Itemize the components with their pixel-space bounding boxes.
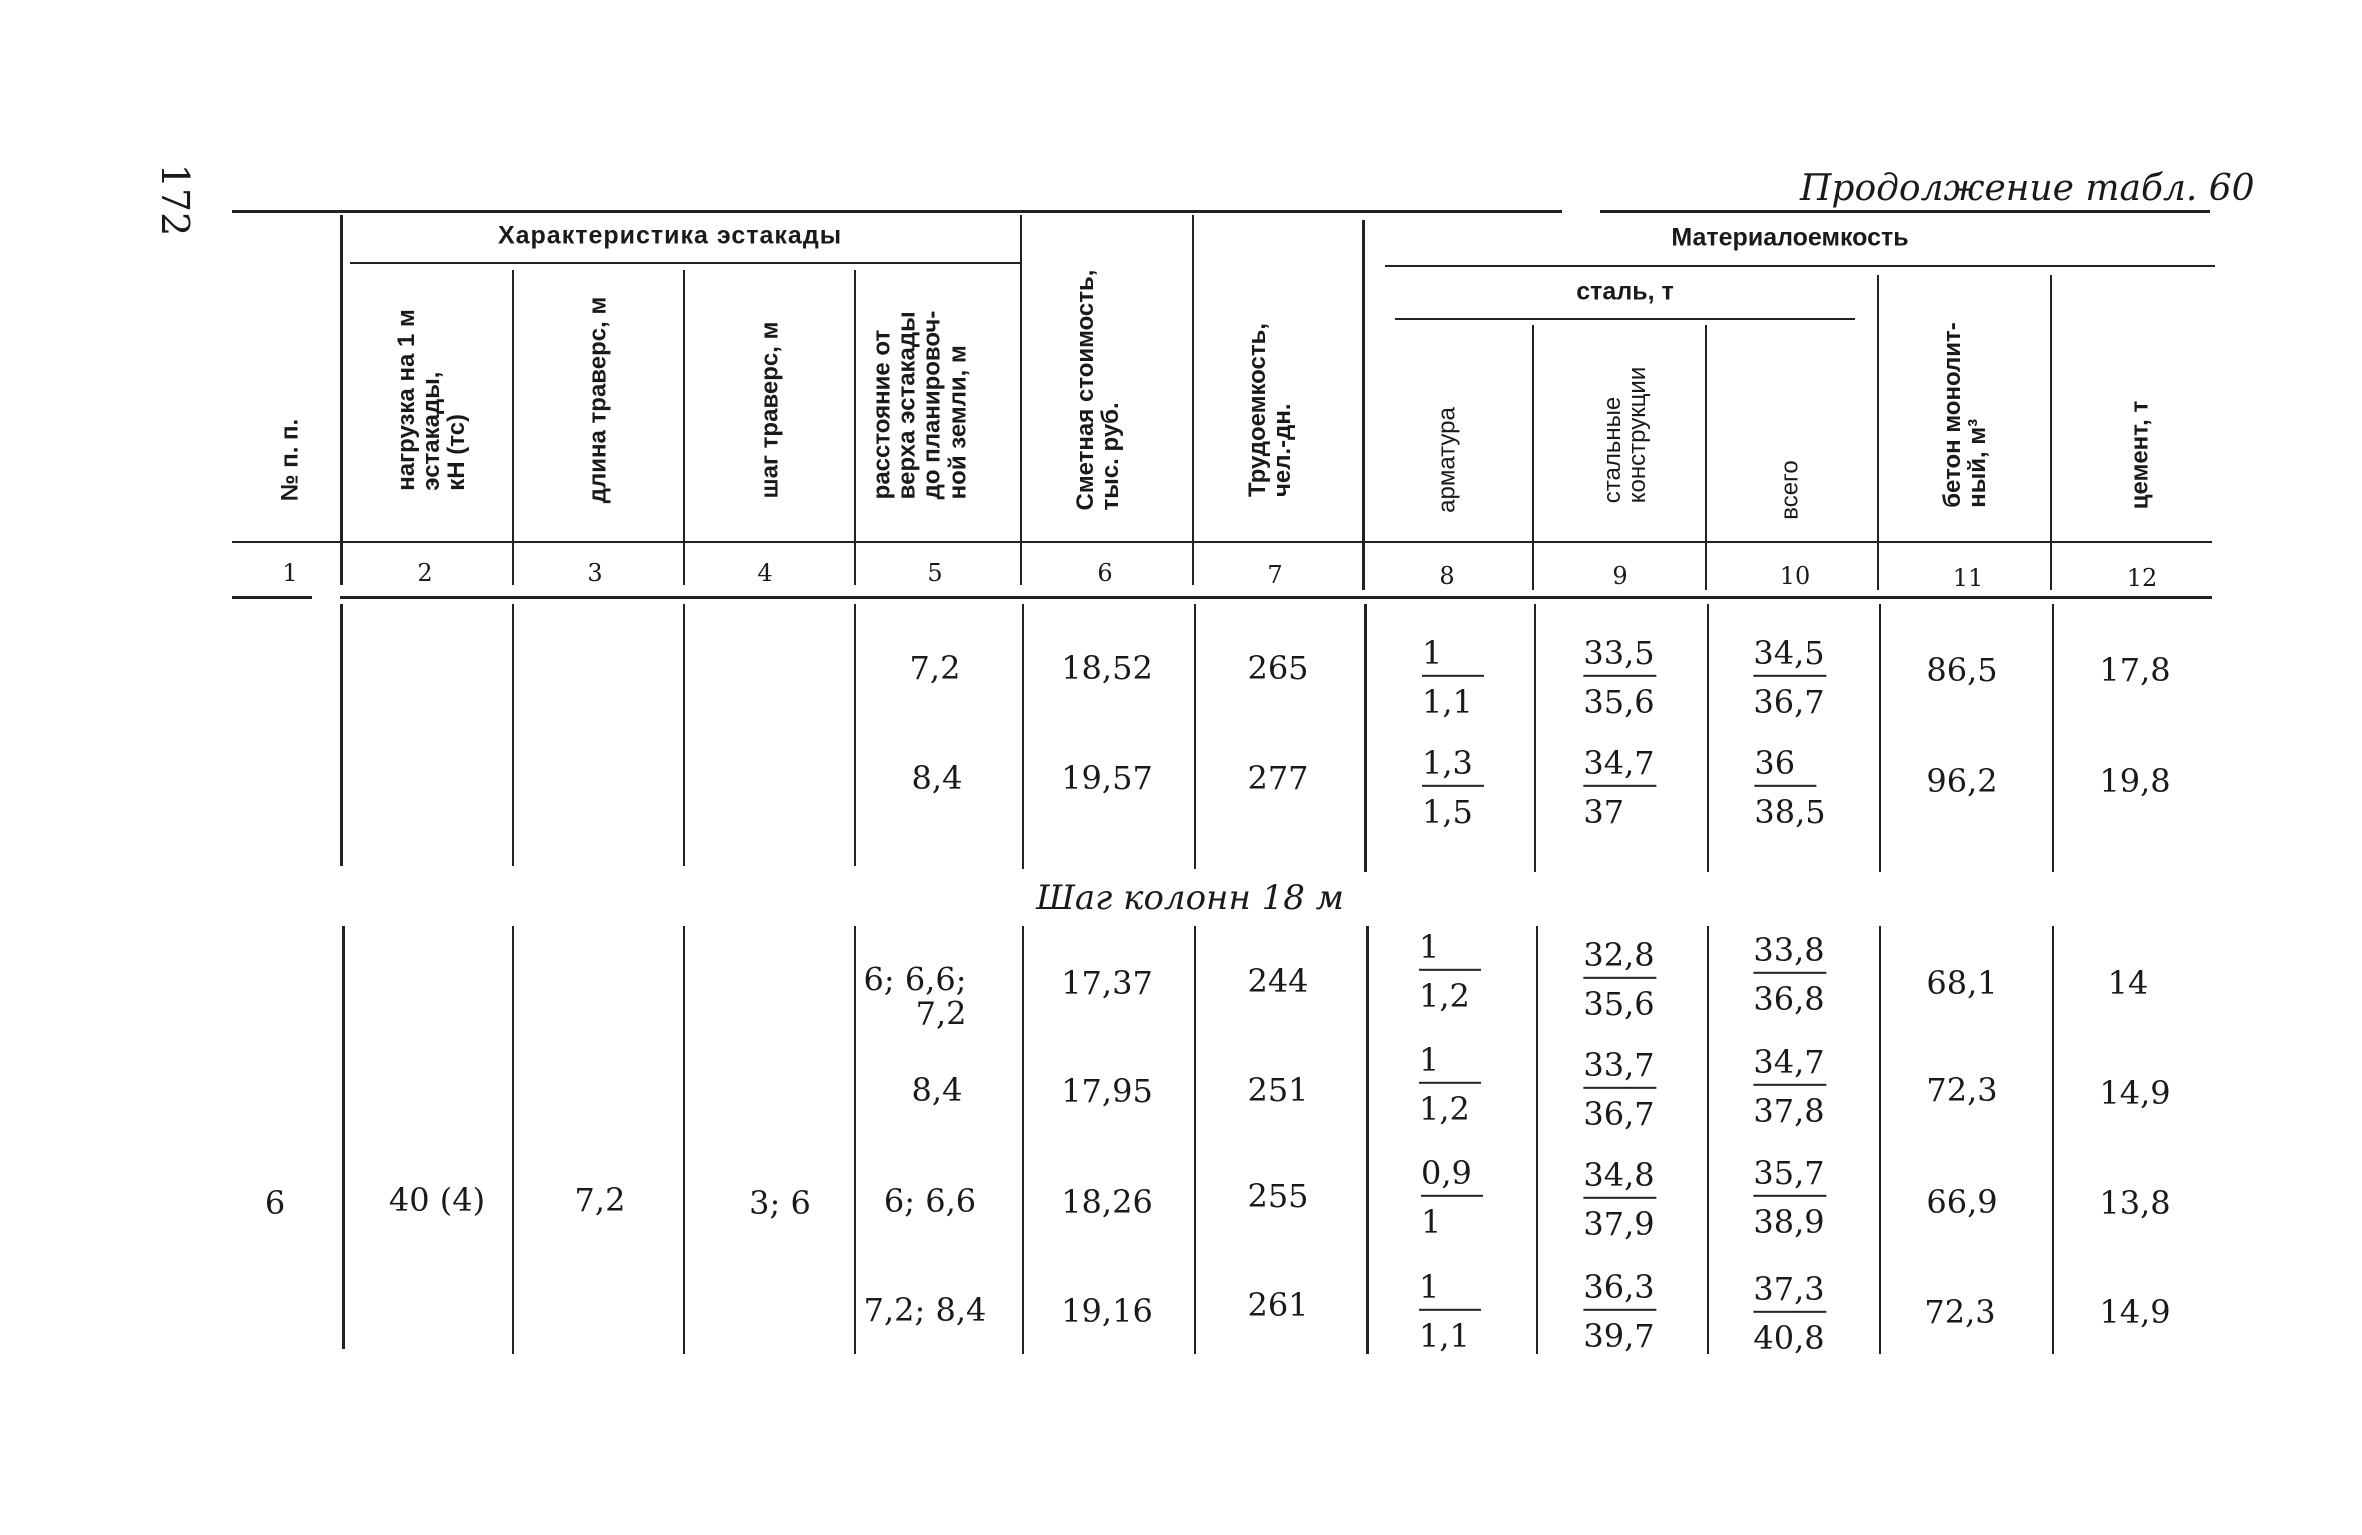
table-caption: Продолжение табл. 60 <box>1800 168 2255 209</box>
column-number: 2 <box>417 559 433 587</box>
column-number: 6 <box>1097 559 1113 587</box>
col-rule <box>1707 604 1709 872</box>
traverse-step-cell: 3; 6 <box>749 1184 811 1222</box>
col-rule <box>1194 604 1196 869</box>
labor-cell: 255 <box>1247 1177 1309 1215</box>
concrete-cell: 72,3 <box>1926 1071 1998 1109</box>
steel-numerator: 33,7 <box>1583 1048 1656 1089</box>
total-steel-cell <box>1753 1269 1826 1357</box>
concrete-cell: 68,1 <box>1926 964 1998 1002</box>
col-rule <box>854 270 856 585</box>
col-rule <box>342 926 345 1349</box>
steel-denominator: 37 <box>1583 793 1625 831</box>
column-header-7: Трудоемкость, чел.-дн. <box>1243 322 1296 498</box>
group-rule-materials <box>1385 265 2215 267</box>
cost-cell: 17,37 <box>1061 964 1153 1002</box>
cement-cell: 14 <box>2107 964 2149 1002</box>
col-rule <box>1022 926 1024 1354</box>
total-numerator: 34,7 <box>1753 1045 1826 1086</box>
concrete-cell: 96,2 <box>1926 762 1998 800</box>
column-number: 9 <box>1612 562 1628 590</box>
steel-numerator: 36,3 <box>1583 1270 1656 1311</box>
col-rule <box>1022 604 1024 869</box>
steel-structures-cell <box>1583 633 1656 721</box>
total-steel-cell <box>1753 633 1826 721</box>
cost-cell: 18,52 <box>1061 649 1153 687</box>
armature-denominator: 1 <box>1421 1203 1442 1241</box>
cement-cell: 14,9 <box>2099 1074 2171 1112</box>
armature-numerator: 0,9 <box>1421 1156 1483 1197</box>
armature-cell <box>1419 1040 1481 1128</box>
steel-denominator: 35,6 <box>1583 985 1655 1023</box>
steel-denominator: 39,7 <box>1583 1317 1655 1355</box>
column-header-4: шаг траверс, м <box>756 321 784 499</box>
armature-numerator: 1 <box>1419 1270 1481 1311</box>
concrete-cell: 86,5 <box>1926 651 1998 689</box>
armature-cell <box>1422 633 1484 721</box>
dist-cell: 8,4 <box>911 1071 963 1109</box>
labor-cell: 244 <box>1247 962 1309 1000</box>
total-numerator: 36 <box>1754 746 1816 787</box>
steel-structures-cell <box>1583 743 1656 831</box>
dist-cell: 6; 6,6; 7,2 <box>863 960 967 1032</box>
col-rule <box>683 270 685 585</box>
total-numerator: 33,8 <box>1753 933 1826 974</box>
col-rule <box>1879 604 1881 872</box>
total-denominator: 38,9 <box>1753 1203 1825 1241</box>
column-header-9: стальные конструкции <box>1598 366 1651 504</box>
column-number: 12 <box>2126 564 2158 592</box>
total-steel-cell <box>1753 930 1826 1018</box>
total-numerator: 35,7 <box>1753 1156 1826 1197</box>
steel-denominator: 35,6 <box>1583 683 1655 721</box>
column-header-8: арматура <box>1433 407 1461 513</box>
cement-cell: 14,9 <box>2099 1293 2171 1331</box>
col-rule <box>2052 926 2054 1354</box>
cement-cell: 13,8 <box>2099 1184 2171 1222</box>
col-rule <box>1366 926 1369 1354</box>
armature-numerator: 1 <box>1419 930 1481 971</box>
column-number: 10 <box>1779 562 1811 590</box>
row-number-cell: 6 <box>264 1184 286 1222</box>
col-rule <box>1194 926 1196 1354</box>
armature-denominator: 1,1 <box>1419 1317 1470 1355</box>
dist-cell: 7,2; 8,4 <box>863 1291 987 1329</box>
group-header-steel: сталь, т <box>1576 277 1674 306</box>
cost-cell: 18,26 <box>1061 1183 1153 1221</box>
group-header-characteristics: Характеристика эстакады <box>497 221 843 250</box>
col-rule <box>1532 325 1534 590</box>
col-rule <box>683 926 685 1354</box>
column-number: 3 <box>587 559 603 587</box>
steel-structures-cell <box>1583 1267 1656 1355</box>
armature-cell <box>1421 1153 1483 1241</box>
armature-cell <box>1419 1267 1481 1355</box>
total-denominator: 37,8 <box>1753 1092 1825 1130</box>
total-numerator: 34,5 <box>1753 636 1826 677</box>
steel-numerator: 33,5 <box>1583 636 1656 677</box>
total-denominator: 36,7 <box>1753 683 1825 721</box>
group-rule-characteristics <box>350 262 1020 264</box>
column-number: 5 <box>927 559 943 587</box>
armature-denominator: 1,2 <box>1419 1090 1470 1128</box>
armature-denominator: 1,1 <box>1422 683 1473 721</box>
col-rule <box>1364 604 1367 872</box>
column-header-12: цемент, т <box>2126 400 2154 510</box>
column-header-1: № п. п. <box>276 418 304 502</box>
armature-denominator: 1,2 <box>1419 977 1470 1015</box>
steel-structures-cell <box>1583 1045 1656 1133</box>
labor-cell: 261 <box>1247 1286 1309 1324</box>
cost-cell: 19,57 <box>1061 759 1153 797</box>
column-number: 8 <box>1439 562 1455 590</box>
cement-cell: 19,8 <box>2099 762 2171 800</box>
armature-numerator: 1 <box>1422 636 1484 677</box>
column-header-5: расстояние от верха эстакады до планировоч- ной земли, м <box>868 310 972 500</box>
col-rule <box>854 604 856 866</box>
col-rule <box>1707 926 1709 1354</box>
col-rule <box>1362 220 1365 590</box>
column-number: 4 <box>757 559 773 587</box>
col-rule <box>1877 275 1879 590</box>
total-denominator: 38,5 <box>1754 793 1826 831</box>
armature-numerator: 1,3 <box>1422 746 1484 787</box>
col-rule <box>512 926 514 1354</box>
steel-denominator: 37,9 <box>1583 1205 1655 1243</box>
column-number: 11 <box>1952 564 1984 592</box>
cost-cell: 19,16 <box>1061 1292 1153 1330</box>
dist-cell: 6; 6,6 <box>883 1182 977 1220</box>
concrete-cell: 66,9 <box>1926 1183 1998 1221</box>
col-rule <box>683 604 685 866</box>
steel-numerator: 34,8 <box>1583 1158 1656 1199</box>
header-bottom-rule <box>232 541 2212 543</box>
steel-denominator: 36,7 <box>1583 1095 1655 1133</box>
column-number: 7 <box>1267 561 1283 589</box>
total-denominator: 40,8 <box>1753 1319 1825 1357</box>
col-rule <box>512 270 514 585</box>
cost-cell: 17,95 <box>1061 1072 1153 1110</box>
steel-numerator: 34,7 <box>1583 746 1656 787</box>
dist-cell: 8,4 <box>911 759 963 797</box>
total-denominator: 36,8 <box>1753 980 1825 1018</box>
load-cell: 40 (4) <box>388 1181 486 1219</box>
armature-cell <box>1419 927 1481 1015</box>
col-rule <box>1534 604 1536 872</box>
col-rule <box>854 926 856 1354</box>
steel-numerator: 32,8 <box>1583 938 1656 979</box>
column-header-3: длина траверс, м <box>584 296 612 504</box>
numbering-bottom-rule-2 <box>340 596 2212 599</box>
col-rule <box>1020 215 1022 585</box>
table-top-rule-right <box>1600 210 2210 213</box>
steel-structures-cell <box>1583 935 1656 1023</box>
col-rule <box>1536 926 1538 1354</box>
column-number: 1 <box>282 559 298 587</box>
col-rule <box>2052 604 2054 872</box>
armature-cell <box>1422 743 1484 831</box>
armature-numerator: 1 <box>1419 1043 1481 1084</box>
labor-cell: 251 <box>1247 1071 1309 1109</box>
total-steel-cell <box>1753 1042 1826 1130</box>
page-number: 172 <box>153 163 197 237</box>
total-numerator: 37,3 <box>1753 1272 1826 1313</box>
column-header-6: Сметная стоимость, тыс. руб. <box>1071 269 1124 511</box>
column-header-2: нагрузка на 1 м эстакады, кН (тс) <box>393 309 471 491</box>
group-rule-steel <box>1395 318 1855 320</box>
col-rule <box>1192 215 1194 585</box>
steel-structures-cell <box>1583 1155 1656 1243</box>
column-header-10: всего <box>1776 460 1804 520</box>
col-rule <box>512 604 514 866</box>
group-header-materials: Материалоемкость <box>1671 223 1909 252</box>
labor-cell: 277 <box>1247 759 1309 797</box>
col-rule <box>1705 325 1707 590</box>
col-rule <box>1879 926 1881 1354</box>
col-rule <box>340 215 343 585</box>
col-rule <box>340 604 343 866</box>
section-title: Шаг колонн 18 м <box>1036 878 1344 918</box>
column-header-11: бетон монолит- ный, м³ <box>1938 322 1991 508</box>
labor-cell: 265 <box>1247 649 1309 687</box>
total-steel-cell <box>1754 743 1826 831</box>
armature-denominator: 1,5 <box>1422 793 1473 831</box>
dist-cell: 7,2 <box>909 649 961 687</box>
table-top-rule <box>232 210 1562 213</box>
cement-cell: 17,8 <box>2099 651 2171 689</box>
col-rule <box>2050 275 2052 590</box>
concrete-cell: 72,3 <box>1924 1293 1996 1331</box>
traverse-length-cell: 7,2 <box>574 1181 626 1219</box>
total-steel-cell <box>1753 1153 1826 1241</box>
numbering-bottom-rule <box>232 596 312 599</box>
